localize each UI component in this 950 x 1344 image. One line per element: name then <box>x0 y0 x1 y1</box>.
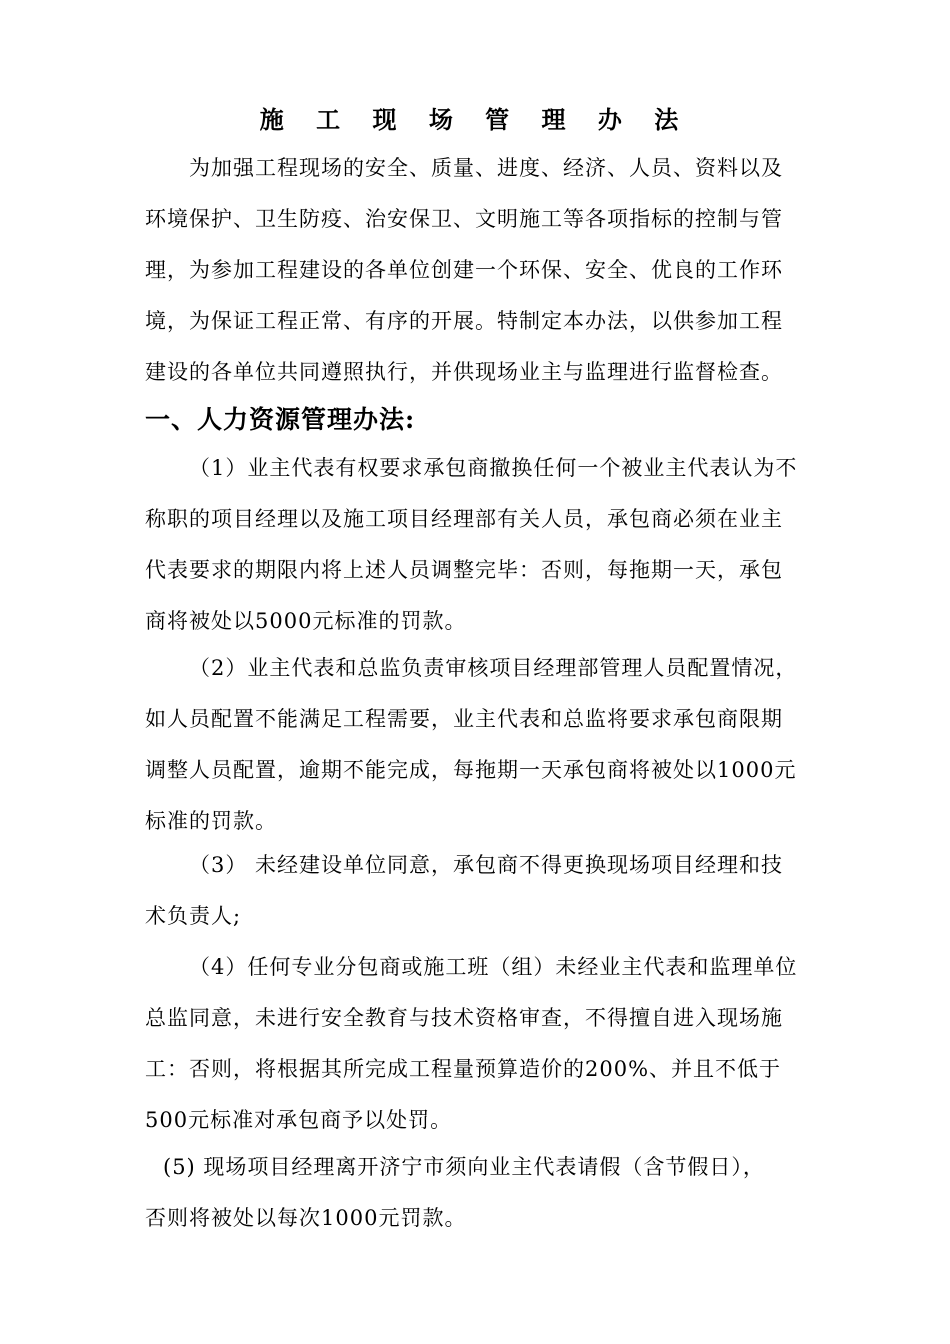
item-line: （3） 未经建设单位同意，承包商不得更换现场项目经理和技 <box>189 853 784 877</box>
intro-line: 境，为保证工程正常、有序的开展。特制定本办法，以供参加工程 <box>145 309 783 333</box>
intro-line: 理，为参加工程建设的各单位创建一个环保、安全、优良的工作环 <box>145 258 783 282</box>
item-line: 调整人员配置，逾期不能完成，每拖期一天承包商将被处以1000元 <box>145 758 797 782</box>
item-line: 标准的罚款。 <box>145 809 277 833</box>
section-heading: 一、人力资源管理办法: <box>145 405 416 434</box>
item-5-paragraph <box>145 1142 810 1244</box>
item-1-paragraph <box>145 443 810 647</box>
item-line: 工：否则，将根据其所完成工程量预算造价的200%、并且不低于 <box>145 1057 782 1081</box>
item-3-paragraph <box>145 840 810 942</box>
intro-line: 建设的各单位共同遵照执行，并供现场业主与监理进行监督检查。 <box>145 360 783 384</box>
item-line: 否则将被处以每次1000元罚款。 <box>145 1206 467 1230</box>
item-line: 代表要求的期限内将上述人员调整完毕：否则，每拖期一天，承包 <box>145 558 783 582</box>
item-line: 商将被处以5000元标准的罚款。 <box>145 609 467 633</box>
item-line: 总监同意，未进行安全教育与技术资格审查，不得擅自进入现场施 <box>145 1006 783 1030</box>
intro-line: 环境保护、卫生防疫、治安保卫、文明施工等各项指标的控制与管 <box>145 207 783 231</box>
item-line: 如人员配置不能满足工程需要，业主代表和总监将要求承包商限期 <box>145 707 783 731</box>
item-line: 术负责人; <box>145 904 242 928</box>
item-line: （2）业主代表和总监负责审核项目经理部管理人员配置情况， <box>189 656 798 680</box>
item-4-paragraph <box>145 942 810 1146</box>
item-line: (5) 现场项目经理离开济宁市须向业主代表请假（含节假日）， <box>163 1155 765 1179</box>
intro-paragraph <box>145 143 810 398</box>
intro-line: 为加强工程现场的安全、质量、进度、经济、人员、资料以及 <box>189 156 783 180</box>
document-title: 施 工 现 场 管 理 办 法 <box>259 105 691 134</box>
item-line: （4）任何专业分包商或施工班（组）未经业主代表和监理单位 <box>189 955 798 979</box>
item-line: 称职的项目经理以及施工项目经理部有关人员，承包商必须在业主 <box>145 507 783 531</box>
item-line: （1）业主代表有权要求承包商撤换任何一个被业主代表认为不 <box>189 456 798 480</box>
item-2-paragraph <box>145 643 810 847</box>
item-line: 500元标准对承包商予以处罚。 <box>145 1108 453 1132</box>
